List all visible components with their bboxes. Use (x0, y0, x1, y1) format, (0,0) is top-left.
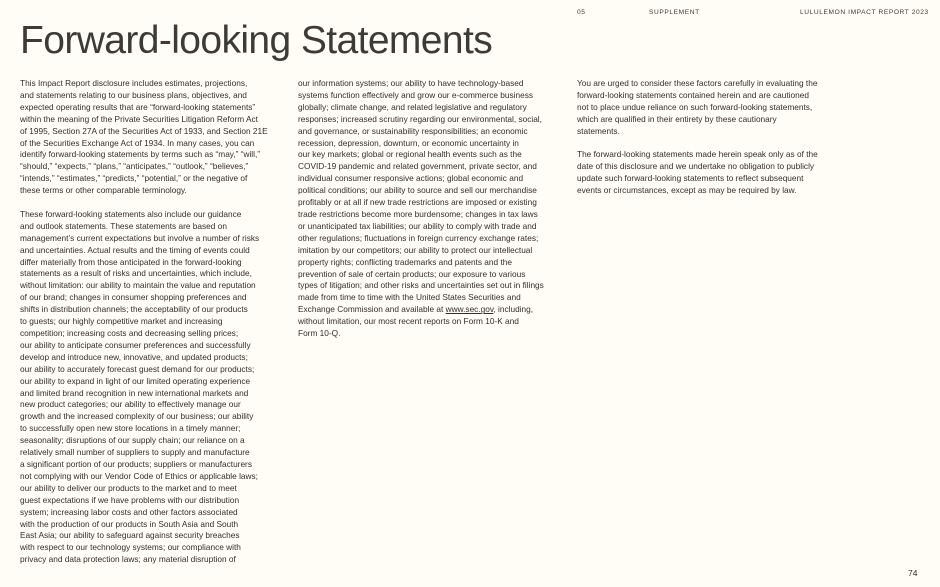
paragraph (20, 209, 282, 566)
text-line: privacy and data protection laws; any material disruption of (20, 554, 236, 565)
text-line: individual consumer responsive actions; global economic and (298, 173, 524, 184)
text-line: of our brand; changes in consumer shopping preferences and (20, 292, 247, 303)
text-line: shifts in distribution channels; the acceptability of our products (20, 304, 248, 315)
text-line: other regulations; fluctuations in foreign currency exchange rates; (298, 232, 539, 243)
text-line: systems function effectively and grow our e-commerce business (298, 89, 534, 100)
text-line: update such forward-looking statements to reflect subsequent (577, 173, 804, 184)
section-number: 05 (577, 9, 586, 16)
text-line: competition; increasing costs and decreasing selling prices; (20, 328, 239, 339)
text-line: “intends,” “estimates,” “predicts,” “potential,” or the negative of (20, 173, 248, 184)
text-line: relatively small number of suppliers to supply and manufacture (20, 447, 250, 458)
text-line: and limited brand recognition in new international markets and (20, 387, 249, 398)
text-line: identify forward-looking statements by terms such as “may,” “will,” (20, 149, 261, 160)
text-line: date of this disclosure and we undertake no obligation to publicly (577, 161, 815, 172)
text-line: within the meaning of the Private Securities Litigation Reform Act (20, 113, 258, 124)
text-line: COVID-19 pandemic and related government, private sector, and (298, 161, 537, 172)
text-line: imitation by our competitors; our ability to protect our intellectual (298, 244, 533, 255)
text-line: these terms or other comparable terminology. (20, 185, 187, 196)
text-line: with respect to our technology systems; our compliance with (20, 542, 241, 553)
text-line: Form 10-Q. (298, 328, 341, 339)
paragraph (577, 149, 839, 197)
text-line: our ability to anticipate consumer preferences and successfully (20, 339, 251, 350)
text-line: and statements relating to our business plans, objectives, and (20, 89, 247, 100)
text-line: guest expectations if we have problems with our distribution (20, 494, 240, 505)
text-line: made from time to time with the United States Securities and (298, 292, 521, 303)
page-title: Forward-looking Statements (20, 19, 493, 62)
report-title: LULULEMON IMPACT REPORT 2023 (800, 9, 929, 16)
text-line: our ability to accurately forecast guest demand for our products; (20, 363, 255, 374)
text-line: seasonality; disruptions of our supply chain; our reliance on a (20, 435, 245, 446)
text-column-3 (577, 78, 839, 209)
text-line: system; increasing labor costs and other factors associated (20, 506, 238, 517)
text-line: not complying with our Vendor Code of Ethics or applicable laws; (20, 470, 258, 481)
text-line: differ materially from those anticipated in the forward-looking (20, 256, 242, 267)
text-line: with the production of our products in South Asia and South (20, 518, 239, 529)
text-line: and outlook statements. These statements are based on (20, 220, 227, 231)
text-line: develop and introduce new, innovative, and updated products; (20, 351, 248, 362)
text-line: not to place undue reliance on such forward-looking statements, (577, 101, 813, 112)
text-line: forward-looking statements contained herein and are cautioned (577, 89, 809, 100)
text-column-2 (298, 78, 560, 352)
text-line: East Asia; our ability to safeguard against security breaches (20, 530, 240, 541)
text-line: trade restrictions become more burdensome; changes in tax laws (298, 208, 538, 219)
text-line: and uncertainties. Actual results and the timing of events could (20, 244, 250, 255)
text-line: political conditions; our ability to source and sell our merchandise (298, 185, 537, 196)
text-line: of the Securities Exchange Act of 1934. In many cases, you can (20, 137, 255, 148)
paragraph (20, 78, 282, 197)
text-line: to guests; our highly competitive market and increasing (20, 316, 223, 327)
text-line: growth and the increased complexity of our business; our ability (20, 411, 254, 422)
text-column-1 (20, 78, 282, 578)
text-line: The forward-looking statements made herein speak only as of the (577, 149, 818, 160)
text-line: These forward-looking statements also include our guidance (20, 208, 242, 219)
text-line: events or circumstances, except as may be required by law. (577, 185, 797, 196)
paragraph (577, 78, 839, 138)
text-fragment: , including, (493, 304, 534, 315)
section-name: SUPPLEMENT (649, 9, 700, 16)
text-line: which are qualified in their entirety by these cautionary (577, 113, 777, 124)
text-line: This Impact Report disclosure includes estimates, projections, (20, 78, 248, 88)
text-line: without limitation: our ability to maintain the value and reputation (20, 280, 256, 291)
text-line: without limitation, our most recent reports on Form 10-K and (298, 316, 519, 327)
paragraph (298, 78, 560, 340)
text-line: new product categories; our ability to effectively manage our (20, 399, 241, 410)
text-line: of 1995, Section 27A of the Securities Act of 1933, and Section 21E (20, 125, 268, 136)
text-line: profitably or at all if new trade restrictions are imposed or existing (298, 197, 537, 208)
text-line: a significant portion of our products; suppliers or manufacturers (20, 458, 252, 469)
text-line: recession, depression, downturn, or economic uncertainty in (298, 137, 519, 148)
text-line: our information systems; our ability to have technology-based (298, 78, 524, 88)
text-line: property rights; conflicting trademarks and patents and the (298, 256, 512, 267)
sec-gov-link[interactable]: www.sec.gov (445, 304, 494, 315)
text-line: responses; increased scrutiny regarding our environmental, social, (298, 113, 542, 124)
text-line: globally; climate change, and related legislative and regulatory (298, 101, 527, 112)
text-line: or unanticipated tax liabilities; our ability to comply with trade and (298, 220, 537, 231)
text-line: prevention of sale of certain products; our exposure to various (298, 268, 526, 279)
text-line: You are urged to consider these factors carefully in evaluating the (577, 78, 818, 88)
text-line: our ability to expand in light of our limited operating experience (20, 375, 251, 386)
text-line: statements. (577, 125, 620, 136)
text-line: and governance, or sustainability responsibilities; an economic (298, 125, 528, 136)
text-line: to successfully open new store locations in a timely manner; (20, 423, 241, 434)
text-line: our key markets; global or regional health events such as the (298, 149, 522, 160)
text-fragment: Exchange Commission and available at (298, 304, 446, 315)
text-line: our ability to deliver our products to the market and to meet (20, 482, 237, 493)
text-line (298, 304, 560, 316)
text-line: types of litigation; and other risks and uncertainties set out in filings (298, 280, 544, 291)
page-number: 74 (908, 568, 918, 578)
text-line: expected operating results that are “forward-looking statements” (20, 101, 256, 112)
text-line: statements as a result of risks and uncertainties, which include, (20, 268, 252, 279)
text-line: “should,” “expects,” “plans,” “anticipates,” “outlook,” “believes,” (20, 161, 249, 172)
text-line: management’s current expectations but involve a number of risks (20, 232, 260, 243)
